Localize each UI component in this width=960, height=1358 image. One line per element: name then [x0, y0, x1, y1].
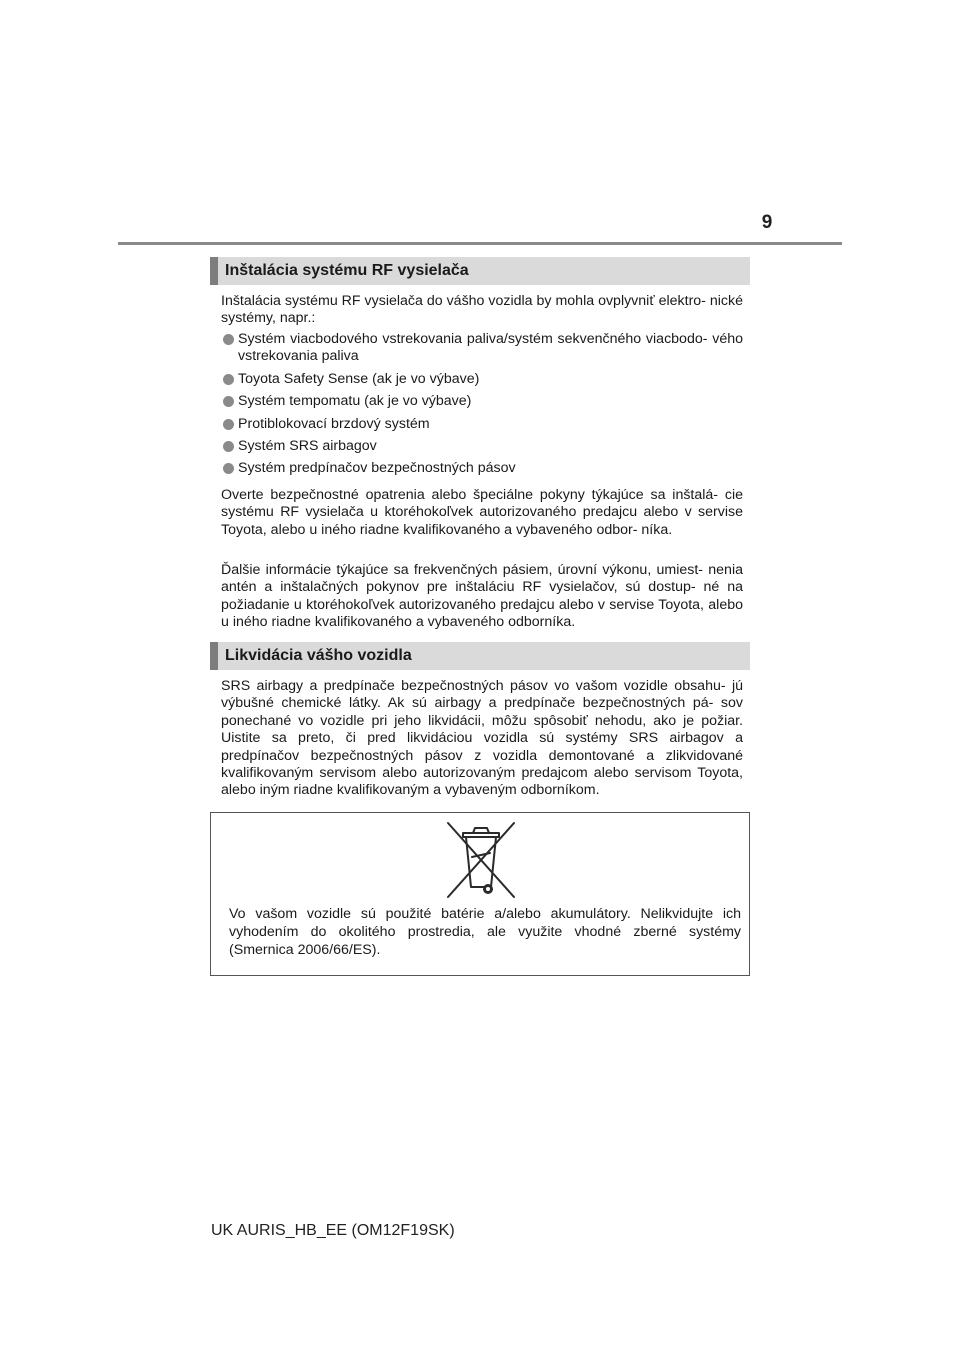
list-item-text: Protiblokovací brzdový systém — [238, 415, 430, 432]
affected-systems-list — [221, 331, 743, 483]
list-item-text: Systém viacbodového vstrekovania paliva/systém sekvenčného viacbodo- vého vstrekovania paliva — [238, 331, 743, 365]
document-code: UK AURIS_HB_EE (OM12F19SK) — [211, 1222, 455, 1239]
battery-notice-text: Vo vašom vozidle sú použité batérie a/alebo akumulátory. Nelikvidujte ich vyhodením do okolitého prostredia, ale využite vhodné zberné systémy (Smernica 2006/66/ES). — [229, 906, 741, 958]
list-item — [221, 371, 743, 388]
list-item — [221, 416, 743, 433]
list-item — [221, 460, 743, 477]
list-item — [221, 331, 743, 366]
rf-intro-paragraph: Inštalácia systému RF vysielača do vášho vozidla by mohla ovplyvniť elektro- nické systémy, napr.: — [221, 293, 743, 327]
list-item-text: Systém predpínačov bezpečnostných pásov — [238, 460, 516, 477]
crossed-out-wheelie-bin-icon — [444, 817, 518, 903]
bullet-icon — [223, 441, 234, 452]
bullet-icon — [223, 463, 234, 474]
battery-disposal-notice — [210, 812, 750, 976]
page-number: 9 — [761, 212, 773, 233]
list-item — [221, 393, 743, 410]
list-item — [221, 438, 743, 455]
section-title-vehicle-disposal: Likvidácia vášho vozidla — [210, 642, 750, 670]
bullet-icon — [223, 334, 234, 345]
bullet-icon — [223, 374, 234, 385]
list-item-text: Toyota Safety Sense (ak je vo výbave) — [238, 370, 480, 387]
bullet-icon — [223, 419, 234, 430]
list-item-text: Systém SRS airbagov — [238, 438, 377, 455]
bullet-icon — [223, 396, 234, 407]
disposal-paragraph: SRS airbagy a predpínače bezpečnostných pásov vo vašom vozidle obsahu- jú výbušné chemické látky. Ak sú airbagy a predpínače bezpečnostných pá- sov ponechané vo vozidle pri jeho likvidácii, môžu spôsobiť nehodu, ako je požiar. Uistite sa preto, či pred likvidáciou vozidla sú systémy SRS airbagov a predpínačov bezpečnostných pásov z vozidla demontované a zlikvidované kvalifikovaným servisom alebo autorizovaným predajcom alebo servisom Toyota, alebo iným riadne kvalifikovaným a vybaveným odborníkom. — [221, 678, 743, 799]
rf-info-paragraph: Ďalšie informácie týkajúce sa frekvenčných pásiem, úrovní výkonu, umiest- nenia antén a inštalačných pokynov pre inštaláciu RF vysielačov, sú dostup- né na požiadanie u ktoréhokoľvek autorizovaného predajcu alebo v servise Toyota, alebo u iného riadne kvalifikovaného a vybaveného odborníka. — [221, 562, 743, 631]
list-item-text: Systém tempomatu (ak je vo výbave) — [238, 393, 472, 410]
header-rule — [118, 242, 842, 245]
rf-safety-paragraph: Overte bezpečnostné opatrenia alebo špeciálne pokyny týkajúce sa inštalá- cie systému RF vysielača u ktoréhokoľvek autorizovaného predajcu alebo v servise Toyota, alebo u iného riadne kvalifikovaného a vybaveného odbor- níka. — [221, 487, 743, 538]
section-title-rf-transmitter: Inštalácia systému RF vysielača — [210, 257, 750, 285]
